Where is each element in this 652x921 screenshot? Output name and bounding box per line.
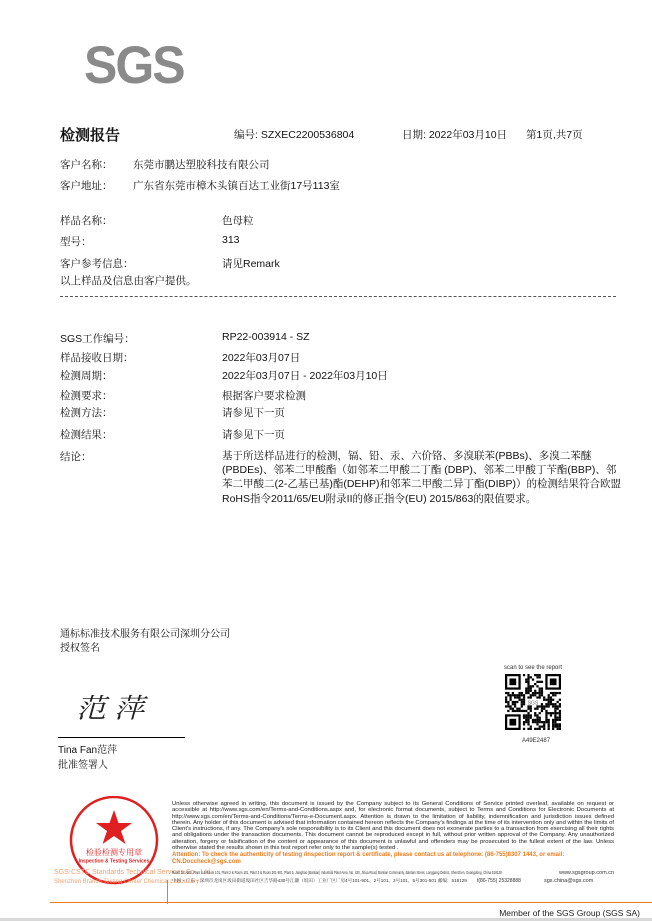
test-method-label: 检测方法： — [60, 407, 113, 419]
star-icon — [96, 810, 132, 844]
footer-rule — [50, 902, 652, 903]
sgs-logo: SGS — [84, 35, 184, 95]
conclusion-label: 结论： — [60, 451, 92, 463]
email-link[interactable]: sgs.china@sgs.com — [544, 878, 594, 885]
client-ref-value: 请见Remark — [222, 258, 280, 270]
report-number: 编号: SZXEC2200536804 — [234, 129, 355, 141]
disclaimer-text: Unless otherwise agreed in writing, this document is issued by the Company subject to its General Conditions of Service printed overleaf, available on request or accessible at http://www.sgs.com/en/Terms-and-Conditions.aspx and, for electronic format documents, subject to Terms and Conditions for Electronic Documents at http://www.sgs.com/en/Terms-and-Conditions/Terms-e-Document.aspx. Attention is drawn to the limitation of liability, indemnification and jurisdiction issues defined therein. Any holder of this document is advised that information contained hereon reflects the Company's findings at the time of its intervention only and within the limits of Client's instructions, if any. The Company's sole responsibility is to its Client and this document does not exonerate parties to a transaction from exercising all their rights and obligations under the transaction documents. This document cannot be reproduced except in full, without prior written approval of the Company. Any unauthorized alteration, forgery or falsification of the content or appearance of this document is unlawful and offenders may be prosecuted to the fullest extent of the law. Unless otherwise stated the results shown in this test report refer only to the sample(s) tested . — [172, 801, 614, 852]
client-ref-label: 客户参考信息： — [60, 258, 134, 270]
test-requirement-value: 根据客户要求检测 — [222, 390, 306, 402]
job-no-label: SGS工作编号： — [60, 333, 135, 345]
sample-note: 以上样品及信息由客户提供。 — [60, 275, 197, 287]
qr-code-id: A49E2487 — [522, 738, 551, 744]
qr-code[interactable] — [505, 674, 561, 736]
qr-center-label: SGS — [527, 700, 539, 707]
client-name-value: 东莞市鹏达塑胶科技有限公司 — [133, 159, 270, 171]
handwritten-signature: 范萍 — [76, 693, 152, 725]
model-label: 型号： — [60, 236, 92, 248]
stamp-center-text: 检验检测专用章 — [86, 848, 142, 857]
authorized-signature-label: 授权签名 — [60, 643, 100, 654]
address-row-chinese — [172, 875, 614, 885]
sgs-membership: Member of the SGS Group (SGS SA) — [499, 908, 640, 918]
received-date-label: 样品接收日期： — [60, 352, 134, 364]
test-period-label: 检测周期： — [60, 370, 113, 382]
address-chinese: 中国・广东・深圳市龙岗区坂田街道坂田社区吉华路430号江灏（坂田）工业厂区厂房4号101-901、2号101、3号101、5号301-501 邮编：518129 — [172, 878, 467, 884]
job-no-value: RP22-003914 - SZ — [222, 331, 310, 343]
page-title: 检测报告 — [60, 127, 121, 144]
company-english: SGS-CSTC Standards Technical Services Co., Ltd. — [54, 869, 213, 876]
signing-company: 通标标准技术服务有限公司深圳分公司 — [60, 629, 230, 640]
footer-accent-tick — [167, 880, 168, 904]
signer-name: Tina Fan范萍 — [58, 745, 118, 756]
address-english: Room 101-901, Plant 4 & Room 101, Plant 2 & Room 101, Plant 3 & Room 301-901, Plant 5, Jianghao (Bantian) Industrial Plant Area, No. 430, Jihua Road, Bantian Community, Bantian Street, Longgang District, Shenzhen, Guangdong, China 518129 — [172, 870, 502, 876]
test-period-value: 2022年03月07日 - 2022年03月10日 — [222, 370, 388, 382]
client-address-value: 广东省东莞市樟木头镇百达工业街17号113室 — [133, 180, 340, 192]
test-requirement-label: 检测要求： — [60, 390, 113, 402]
lab-english: Shenzhen Branch Testing Center Chemical Laboratory — [54, 879, 199, 885]
page-indicator: 第1页,共7页 — [526, 129, 583, 141]
website-link[interactable]: www.sgsgroup.com.cn — [558, 870, 614, 877]
client-name-label: 客户名称： — [60, 159, 113, 171]
client-address-label: 客户地址： — [60, 180, 113, 192]
qr-caption: scan to see the report — [504, 665, 563, 671]
signer-role: 批准签署人 — [58, 760, 108, 771]
sample-name-value: 色母粒 — [222, 215, 254, 227]
report-date: 日期: 2022年03月10日 — [402, 129, 508, 141]
test-result-value: 请参见下一页 — [222, 429, 285, 441]
authenticity-notice: Attention: To check the authenticity of testing /inspection report & certificate, please contact us at telephone: (86-755)8307 1443, or email: CN.Doccheck@sgs.com — [172, 852, 565, 865]
conclusion-text: 基于所送样品进行的检测，镉、铅、汞、六价铬、多溴联苯(PBBs)、多溴二苯醚(PBDEs)、邻苯二甲酸酯（如邻苯二甲酸二丁酯 (DBP)、邻苯二甲酸丁苄酯(BBP)、邻苯二甲酸二(2-乙基已基)酯(DEHP)和邻苯二甲酸二异丁酯(DIBP)）的检测结果符合欧盟RoHS指令2011/65/EU附录II的修正指令(EU) 2015/863的限值要求。 — [222, 450, 621, 505]
signature-line — [58, 737, 185, 738]
phone-number: t(86-755) 25328888 — [477, 878, 521, 885]
footer-block — [172, 801, 614, 885]
stamp-english: Inspection & Testing Services — [78, 858, 150, 865]
sample-name-label: 样品名称： — [60, 215, 113, 227]
test-method-value: 请参见下一页 — [222, 407, 285, 419]
divider — [60, 296, 616, 297]
test-result-label: 检测结果： — [60, 429, 113, 441]
model-value: 313 — [222, 234, 240, 246]
received-date-value: 2022年03月07日 — [222, 352, 301, 364]
